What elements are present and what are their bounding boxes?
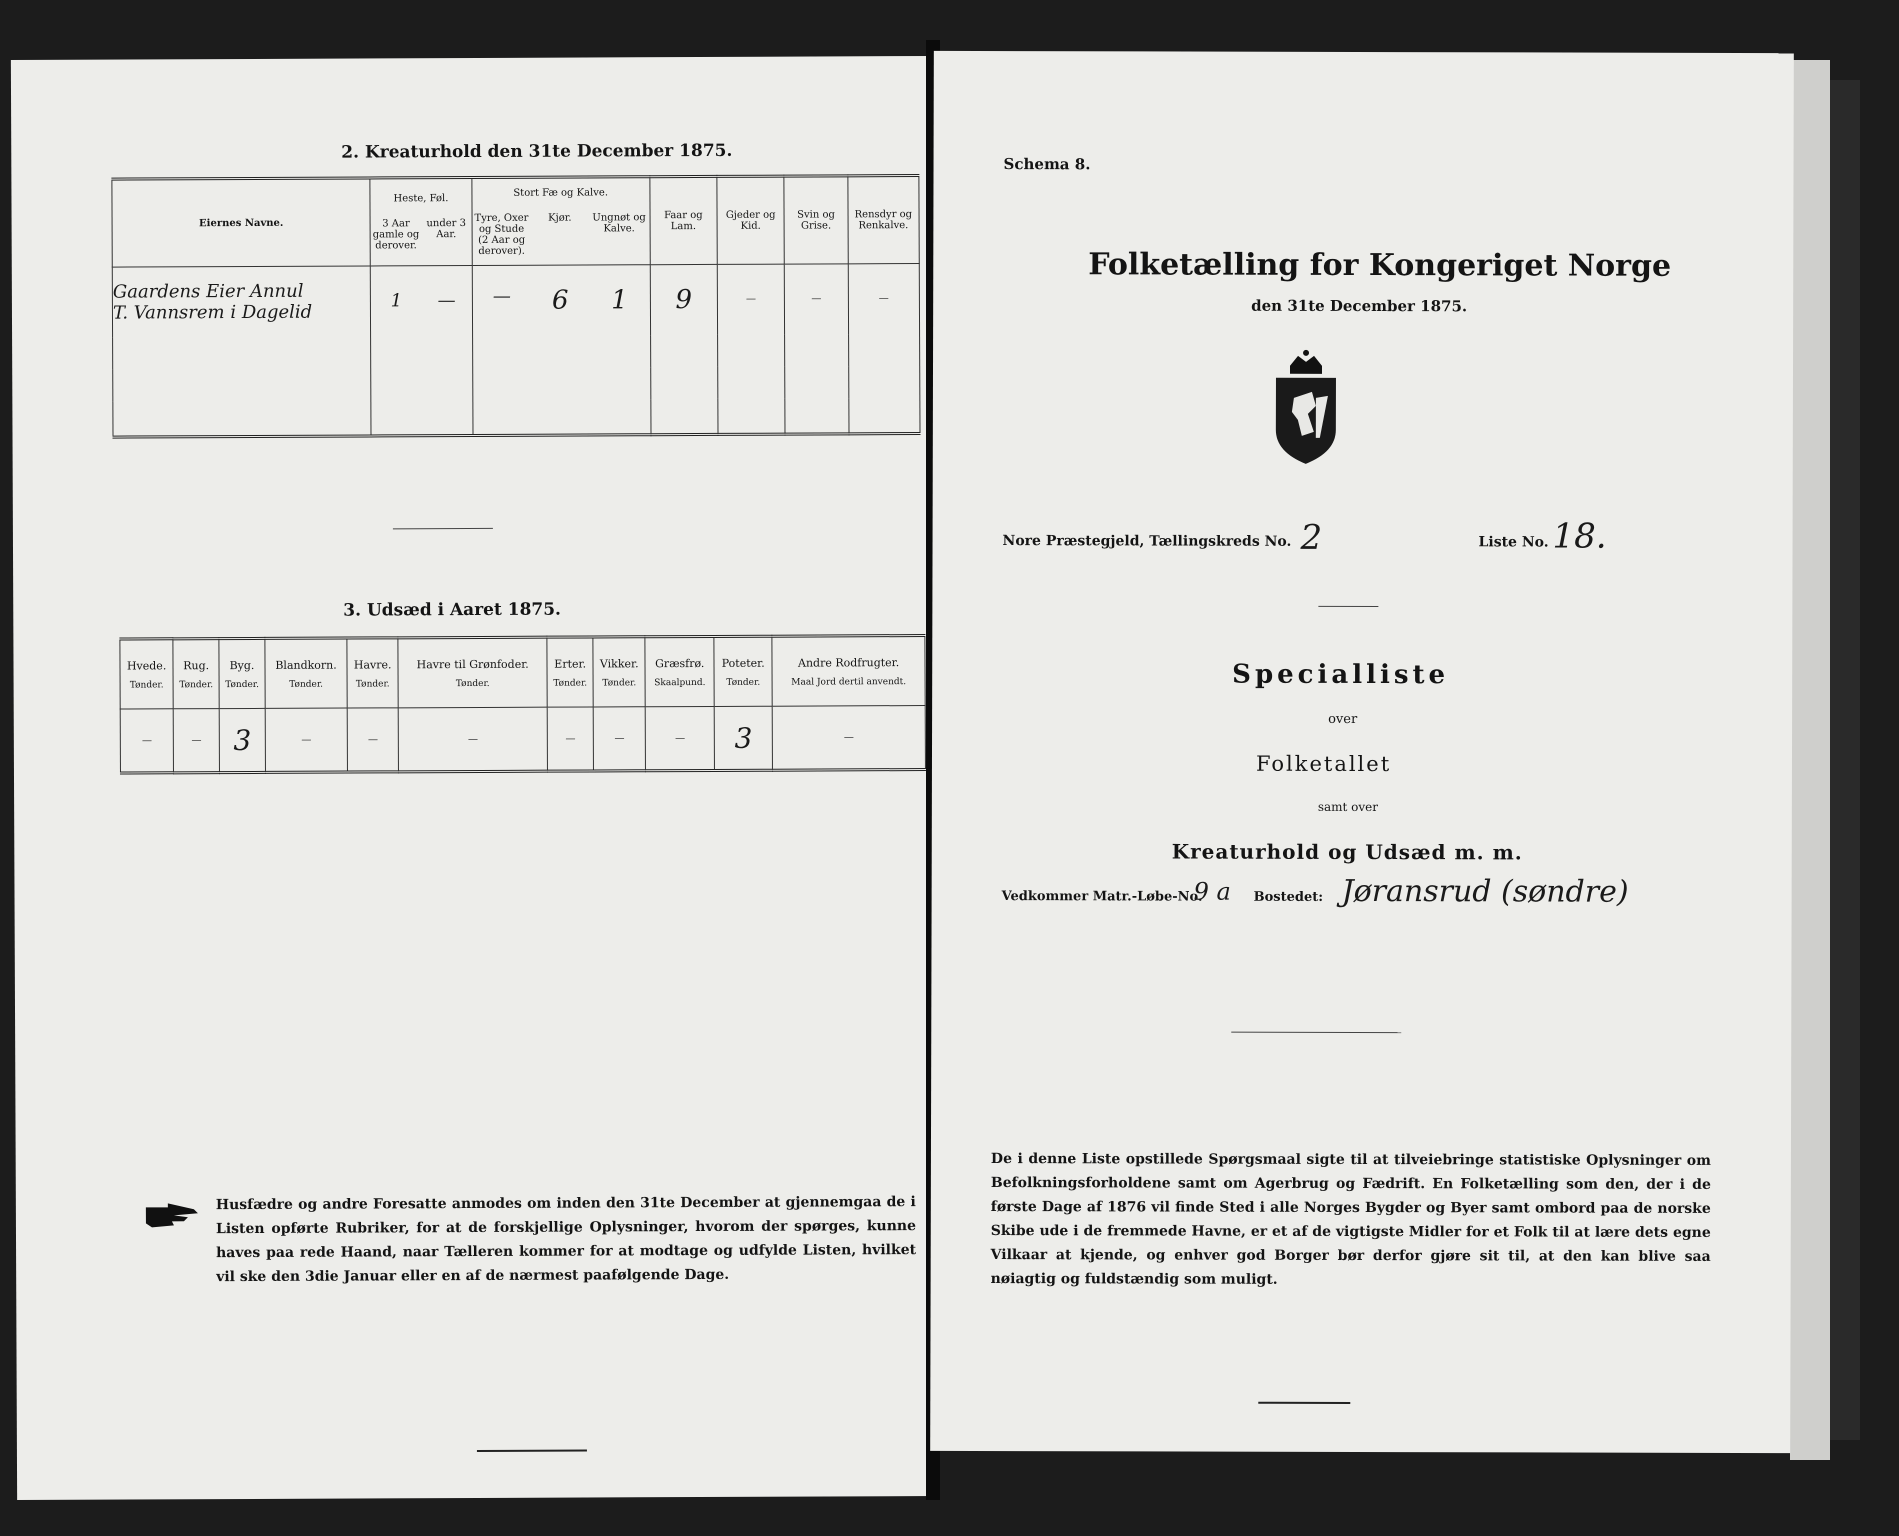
col-pigs-header: Svin og Grise. [784, 176, 848, 264]
left-page [11, 56, 937, 1500]
sowing-col-header [772, 636, 925, 707]
sowing-col-unit: Tønder. [726, 677, 761, 688]
cattle-group-label: Stort Fæ og Kalve. [513, 186, 609, 199]
sowing-col-header [120, 639, 174, 709]
bosted-label: Bostedet: [1253, 889, 1324, 905]
cattle-b-label: Kjør. [548, 212, 572, 224]
col-cattle-header [472, 177, 650, 266]
sowing-col-name: Havre til Grønfoder. [416, 657, 529, 671]
horses-cell [371, 266, 473, 336]
horses-b-value: — [437, 290, 456, 312]
sowing-value: — [120, 709, 173, 773]
kreaturhold-heading: Kreaturhold og Udsæd m. m. [1171, 839, 1523, 865]
cattle-c-label: Ungnøt og Kalve. [592, 211, 646, 234]
footer-text: De i denne Liste opstillede Spørgsmaal sigte til at tilveiebringe statistiske Oplysninger om Befolkningsforholdene samt om Agerbrug og Fædrift. En Folketælling som den, der i de første Dage af 1876 vil finde Sted i alle Norges Bygder og Byer samt ombord paa de norske Skibe ude i de fremmede Havne, er et af de vigtigste Midler for et Folk til at lære dets egne Vilkaar at kjende, og enhver god Borger bør derfor gjøre sit til, at den kan blive saa nøiagtig og fuldstændig som muligt. [990, 1151, 1711, 1288]
divider [1318, 606, 1378, 607]
sowing-col-name: Havre. [353, 657, 392, 672]
sowing-col-name: Blandkorn. [275, 658, 337, 672]
sowing-value: — [173, 709, 219, 773]
sowing-col-name: Poteter. [721, 656, 765, 670]
sowing-value: 3 [714, 706, 772, 770]
sowing-value: — [398, 707, 547, 772]
sowing-col-header [398, 637, 547, 708]
page-edge [1790, 60, 1830, 1460]
district-number: 2 [1300, 517, 1323, 558]
col-horses-header [370, 178, 472, 266]
sowing-col-header [347, 638, 398, 708]
coat-of-arms-icon [1268, 348, 1344, 468]
matr-label: Vedkommer Matr.-Løbe-No. [1001, 889, 1203, 905]
col-owner-header: Eiernes Navne. [112, 178, 371, 267]
sowing-col-unit: Tønder. [602, 677, 637, 688]
sowing-value: — [547, 707, 593, 771]
sowing-col-name: Byg. [229, 658, 255, 672]
col-reindeer-header: Rensdyr og Renkalve. [847, 176, 919, 264]
owner-line2: T. Vannsrem i Dagelid [112, 301, 313, 324]
sowing-col-unit: Maal Jord dertil anvendt. [791, 676, 907, 688]
section3-title: 3. Udsæd i Aaret 1875. [343, 599, 562, 621]
parish-label: Nore Præstegjeld, Tællingskreds No. [1002, 533, 1292, 550]
cattle-a-label: Tyre, Oxer og Stude (2 Aar og derover). [474, 212, 529, 257]
owner-line1: Gaardens Eier Annul [112, 280, 304, 303]
right-page [930, 51, 1794, 1453]
sowing-value: — [593, 707, 646, 771]
sowing-value: — [772, 706, 925, 771]
goats-value: — [717, 264, 785, 334]
sowing-col-header [714, 636, 772, 706]
section2-title: 2. Kreaturhold den 31te December 1875. [341, 140, 733, 163]
page-edge-shadow [1830, 80, 1860, 1440]
owner-cell [112, 266, 371, 337]
bosted-value: Jøransrud (søndre) [1341, 873, 1629, 910]
cattle-cell [472, 265, 650, 336]
sowing-value: — [347, 708, 398, 772]
col-sheep-header: Faar og Lam. [650, 176, 718, 264]
sowing-value: 3 [219, 708, 265, 772]
sowing-col-header [593, 637, 646, 707]
col-goats-header: Gjeder og Kid. [717, 176, 785, 264]
sowing-col-name: Andre Rodfrugter. [797, 655, 900, 670]
title-date: den 31te December 1875. [1251, 296, 1468, 316]
divider [1231, 1032, 1401, 1033]
schema-label: Schema 8. [1003, 155, 1091, 174]
specialliste-heading: Specialliste [1232, 659, 1450, 691]
sowing-value: — [646, 706, 715, 770]
sowing-col-header [173, 639, 219, 709]
sowing-col-unit: Tønder. [289, 679, 324, 690]
horses-a-label: 3 Aar gamle og derover. [372, 218, 420, 252]
sowing-col-unit: Tønder. [129, 679, 164, 691]
sowing-col-unit: Tønder. [553, 678, 588, 689]
sowing-col-header [219, 638, 265, 708]
sowing-col-header [265, 638, 348, 708]
divider-bottom [1258, 1402, 1350, 1404]
cattle-c-value: 1 [611, 285, 628, 316]
over-text: over [1328, 711, 1358, 727]
divider [393, 528, 493, 529]
sowing-col-unit: Skaalpund. [654, 677, 706, 688]
sowing-col-unit: Tønder. [455, 678, 490, 689]
reindeer-value: — [848, 264, 920, 334]
samt-over-text: samt over [1317, 799, 1379, 815]
sowing-col-name: Erter. [554, 657, 587, 671]
sowing-table [119, 634, 926, 775]
list-number: 18. [1552, 516, 1607, 557]
divider-bottom [477, 1450, 587, 1452]
livestock-table [111, 174, 920, 439]
sowing-col-unit: Tønder. [179, 679, 214, 690]
sowing-value: — [265, 708, 348, 772]
list-label: Liste No. [1478, 534, 1549, 551]
sowing-col-header [547, 637, 593, 707]
sowing-col-unit: Tønder. [355, 678, 390, 690]
horses-a-value: 1 [390, 290, 403, 312]
horses-b-label: under 3 Aar. [426, 218, 467, 241]
matr-number: 9 a [1193, 877, 1231, 906]
horses-group-label: Heste, Føl. [393, 193, 449, 205]
sowing-col-unit: Tønder. [225, 679, 259, 690]
folketallet-heading: Folketallet [1255, 751, 1392, 777]
main-title: Folketælling for Kongeriget Norge [1088, 247, 1672, 284]
sowing-col-name: Græsfrø. [655, 656, 705, 670]
cattle-b-value: 6 [551, 285, 569, 316]
pigs-value: — [785, 264, 849, 334]
sowing-col-name: Hvede. [126, 658, 167, 673]
sowing-col-name: Vikker. [599, 656, 639, 670]
sheep-value: 9 [650, 264, 718, 334]
cattle-a-value: — [492, 285, 511, 307]
pointing-hand-icon [144, 1201, 200, 1229]
sowing-col-header [645, 636, 714, 706]
sowing-col-name: Rug. [183, 658, 210, 672]
notice-text: Husfædre og andre Foresatte anmodes om inden den 31te December at gjennemgaa de i Listen opførte Rubriker, for at de forskjellige Oplysninger, hvorom der spørges, kunne haves paa rede Haand, naar Tælleren kommer for at modtage og udfylde Listen, hvilket vil ske den 3die Januar eller en af de nærmest paafølgende Dage. [215, 1194, 917, 1286]
